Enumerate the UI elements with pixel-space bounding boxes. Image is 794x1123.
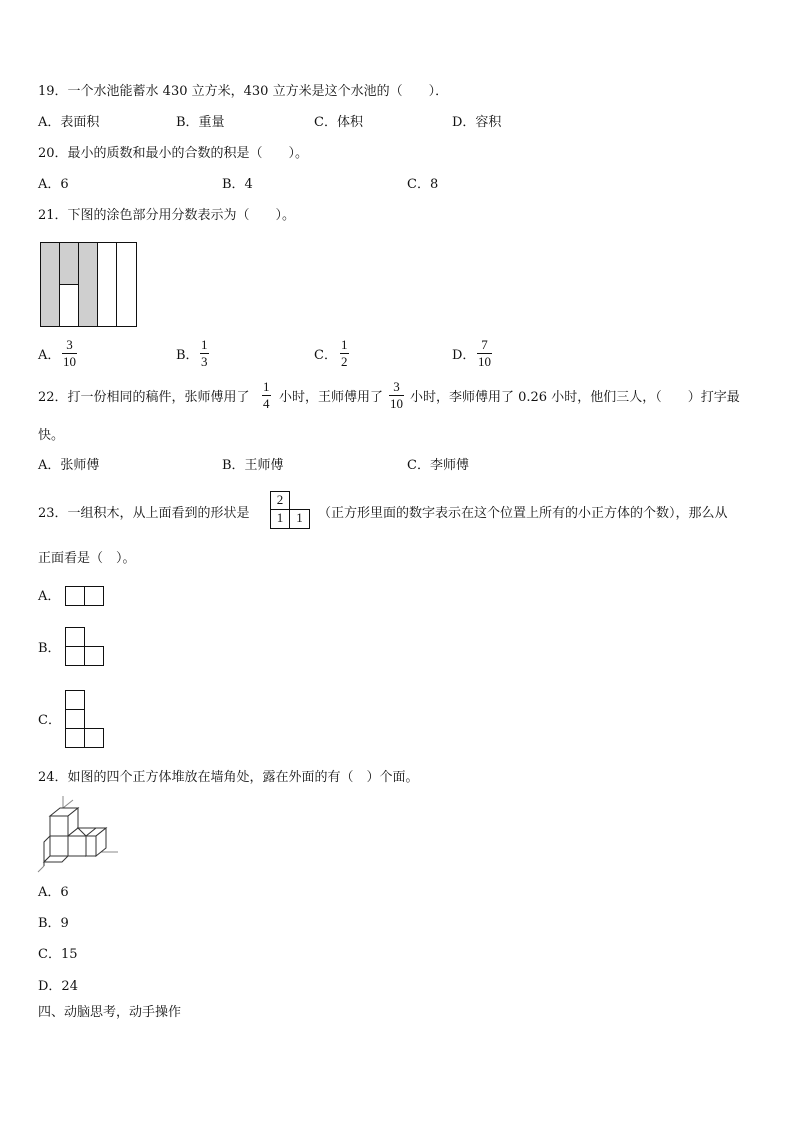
q23-top-view-grid — [270, 491, 310, 529]
q19-option-c: C．体积 — [314, 115, 363, 130]
q21-strip-4 — [98, 243, 117, 326]
q20-option-c: C．8 — [407, 177, 439, 192]
q21-option-c-letter: C． — [314, 348, 337, 363]
fraction-numerator: 1 — [341, 337, 348, 352]
fraction-numerator: 7 — [481, 337, 488, 352]
q21-option-b-letter: B． — [176, 348, 199, 363]
q22-stem-part3: 小时，李师傅用了 0.26 小时，他们三人，（ ）打字最 — [410, 390, 740, 405]
q20-option-a: A．6 — [38, 177, 69, 192]
q20-stem: 20．最小的质数和最小的合数的积是（ ）。 — [38, 146, 309, 161]
q21-option-d-fraction — [477, 338, 492, 369]
fraction-numerator: 1 — [263, 379, 270, 394]
q23-stem-part2: （正方形里面的数字表示在这个位置上所有的小正方体的个数），那么从 — [318, 506, 728, 521]
q21-shaded-figure — [40, 242, 137, 327]
q21-option-a-fraction — [62, 338, 77, 369]
fraction-numerator: 3 — [393, 379, 400, 394]
section-4-heading: 四、动脑思考，动手操作 — [38, 1005, 182, 1020]
q23-grid-cell-top: 2 — [270, 491, 290, 510]
q21-stem: 21．下图的涂色部分用分数表示为（ ）。 — [38, 208, 296, 223]
q21-strip-2-top — [60, 243, 79, 285]
q22-option-b: B．王师傅 — [222, 458, 284, 473]
q19-option-a: A．表面积 — [38, 115, 100, 130]
fraction-numerator: 3 — [66, 337, 73, 352]
q19-stem: 19．一个水池能蓄水 430 立方米，430 立方米是这个水池的（ ）． — [38, 84, 449, 99]
q20-option-b: B．4 — [222, 177, 253, 192]
q22-option-a: A．张师傅 — [38, 458, 100, 473]
q21-option-b-fraction — [200, 338, 209, 369]
q21-strip-3 — [79, 243, 98, 326]
q24-option-b: B．9 — [38, 916, 69, 931]
q21-strip-5 — [117, 243, 136, 326]
fraction-denominator: 3 — [201, 354, 208, 369]
q23-stem-part1: 23．一组积木，从上面看到的形状是 — [38, 506, 250, 521]
fraction-denominator: 4 — [263, 396, 270, 411]
q21-option-d-letter: D． — [452, 348, 476, 363]
fraction-denominator: 2 — [341, 354, 348, 369]
q23-option-c-letter: C． — [38, 713, 61, 728]
fraction-denominator: 10 — [63, 354, 76, 369]
q24-option-d: D．24 — [38, 979, 78, 994]
q22-option-c: C．李师傅 — [407, 458, 469, 473]
q22-stem-part2: 小时，王师傅用了 — [279, 390, 384, 405]
q22-fraction-zhang — [262, 380, 271, 411]
q21-option-c-fraction — [340, 338, 349, 369]
q23-option-a-letter: A． — [38, 589, 61, 604]
q23-stem-line2: 正面看是（ ）。 — [38, 551, 136, 566]
q24-option-a: A．6 — [38, 885, 69, 900]
q22-stem-part1: 22．打一份相同的稿件，张师傅用了 — [38, 390, 250, 405]
fraction-numerator: 1 — [201, 337, 208, 352]
q21-option-a-letter: A． — [38, 348, 61, 363]
q24-cubes-in-corner-figure — [36, 796, 122, 874]
q22-stem-line2: 快。 — [38, 428, 65, 443]
fraction-denominator: 10 — [478, 354, 491, 369]
q23-grid-cell-bottom-left: 1 — [270, 509, 290, 529]
q21-strip-2-bottom — [60, 285, 79, 326]
q21-strip-1 — [41, 243, 60, 326]
q19-option-b: B．重量 — [176, 115, 225, 130]
q19-option-d: D．容积 — [452, 115, 502, 130]
q23-grid-cell-bottom-right: 1 — [289, 509, 310, 529]
q24-stem: 24．如图的四个正方体堆放在墙角处，露在外面的有（ ）个面。 — [38, 770, 419, 785]
q22-fraction-wang — [389, 380, 404, 411]
fraction-denominator: 10 — [390, 396, 403, 411]
q24-option-c: C．15 — [38, 947, 78, 962]
q23-option-b-letter: B． — [38, 641, 61, 656]
